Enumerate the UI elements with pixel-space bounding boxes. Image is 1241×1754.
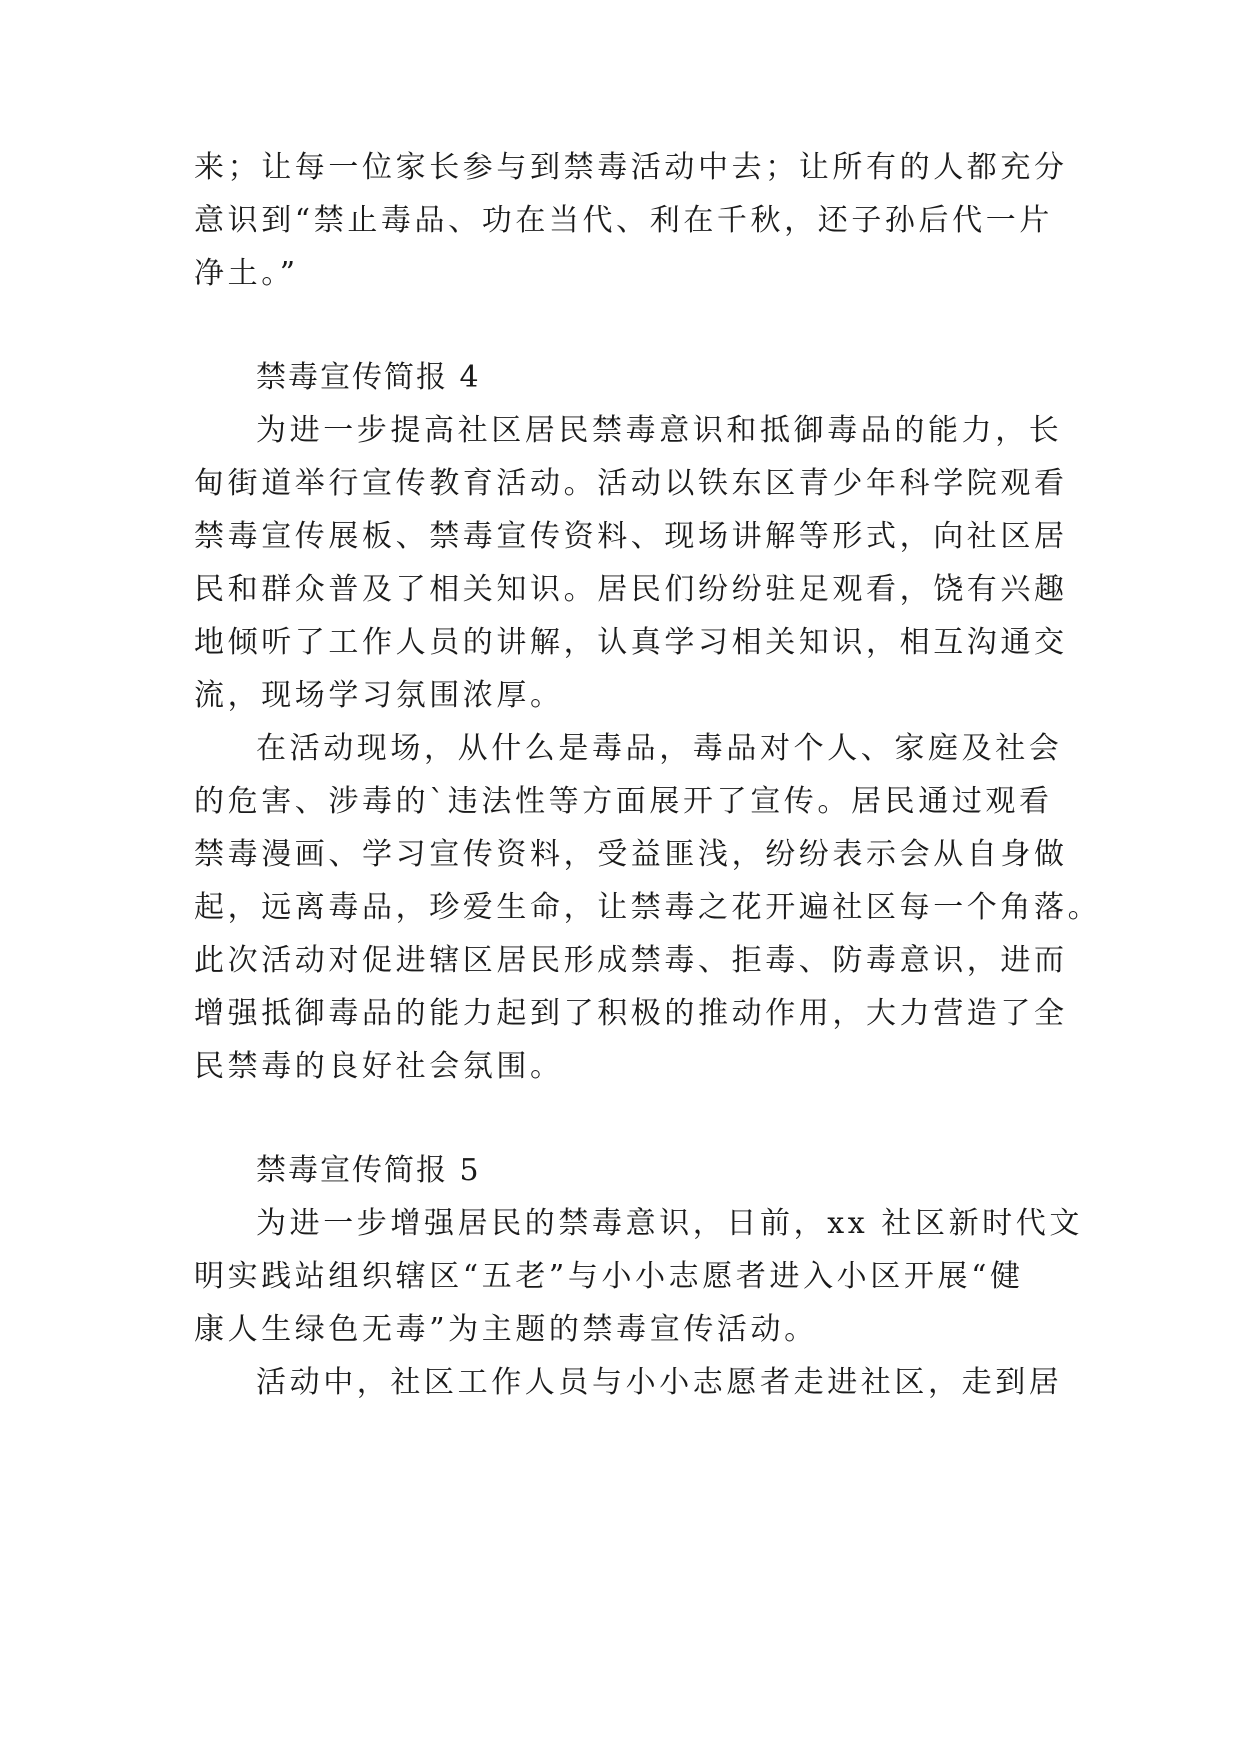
section-4-line-3: 禁毒宣传展板、禁毒宣传资料、现场讲解等形式，向社区居 [194, 519, 1068, 554]
section-5-heading: 禁毒宣传简报 5 [256, 1153, 481, 1188]
section-4-line-13: 民禁毒的良好社会氛围。 [194, 1049, 564, 1084]
section-4-line-8: 的危害、涉毒的`违法性等方面展开了宣传。居民通过观看 [194, 784, 1053, 819]
intro-line-1: 来；让每一位家长参与到禁毒活动中去；让所有的人都充分 [194, 150, 1068, 185]
section-5-line-3: 康人生绿色无毒”为主题的禁毒宣传活动。 [194, 1312, 818, 1347]
section-4-line-6: 流，现场学习氛围浓厚。 [194, 678, 564, 713]
section-4-line-11: 此次活动对促进辖区居民形成禁毒、拒毒、防毒意识，进而 [194, 943, 1068, 978]
section-4-line-1: 为进一步提高社区居民禁毒意识和抵御毒品的能力，长 [256, 413, 1063, 448]
section-4-line-9: 禁毒漫画、学习宣传资料，受益匪浅，纷纷表示会从自身做 [194, 837, 1068, 872]
section-5-line-4: 活动中，社区工作人员与小小志愿者走进社区，走到居 [256, 1365, 1063, 1400]
section-5-line-1: 为进一步增强居民的禁毒意识，日前，xx 社区新时代文 [256, 1206, 1083, 1241]
section-4-line-5: 地倾听了工作人员的讲解，认真学习相关知识，相互沟通交 [194, 625, 1068, 660]
section-5-line-2: 明实践站组织辖区“五老”与小小志愿者进入小区开展“健 [194, 1259, 1024, 1294]
intro-line-3: 净土。” [194, 256, 299, 291]
section-4-line-10: 起，远离毒品，珍爱生命，让禁毒之花开遍社区每一个角落。 [194, 890, 1102, 925]
intro-line-2: 意识到“禁止毒品、功在当代、利在千秋，还子孙后代一片 [194, 203, 1053, 238]
section-4-line-4: 民和群众普及了相关知识。居民们纷纷驻足观看，饶有兴趣 [194, 572, 1068, 607]
section-4-line-2: 甸街道举行宣传教育活动。活动以铁东区青少年科学院观看 [194, 466, 1068, 501]
section-4-line-7: 在活动现场，从什么是毒品，毒品对个人、家庭及社会 [256, 731, 1063, 766]
section-4-line-12: 增强抵御毒品的能力起到了积极的推动作用，大力营造了全 [194, 996, 1068, 1031]
section-4-heading: 禁毒宣传简报 4 [256, 360, 481, 395]
